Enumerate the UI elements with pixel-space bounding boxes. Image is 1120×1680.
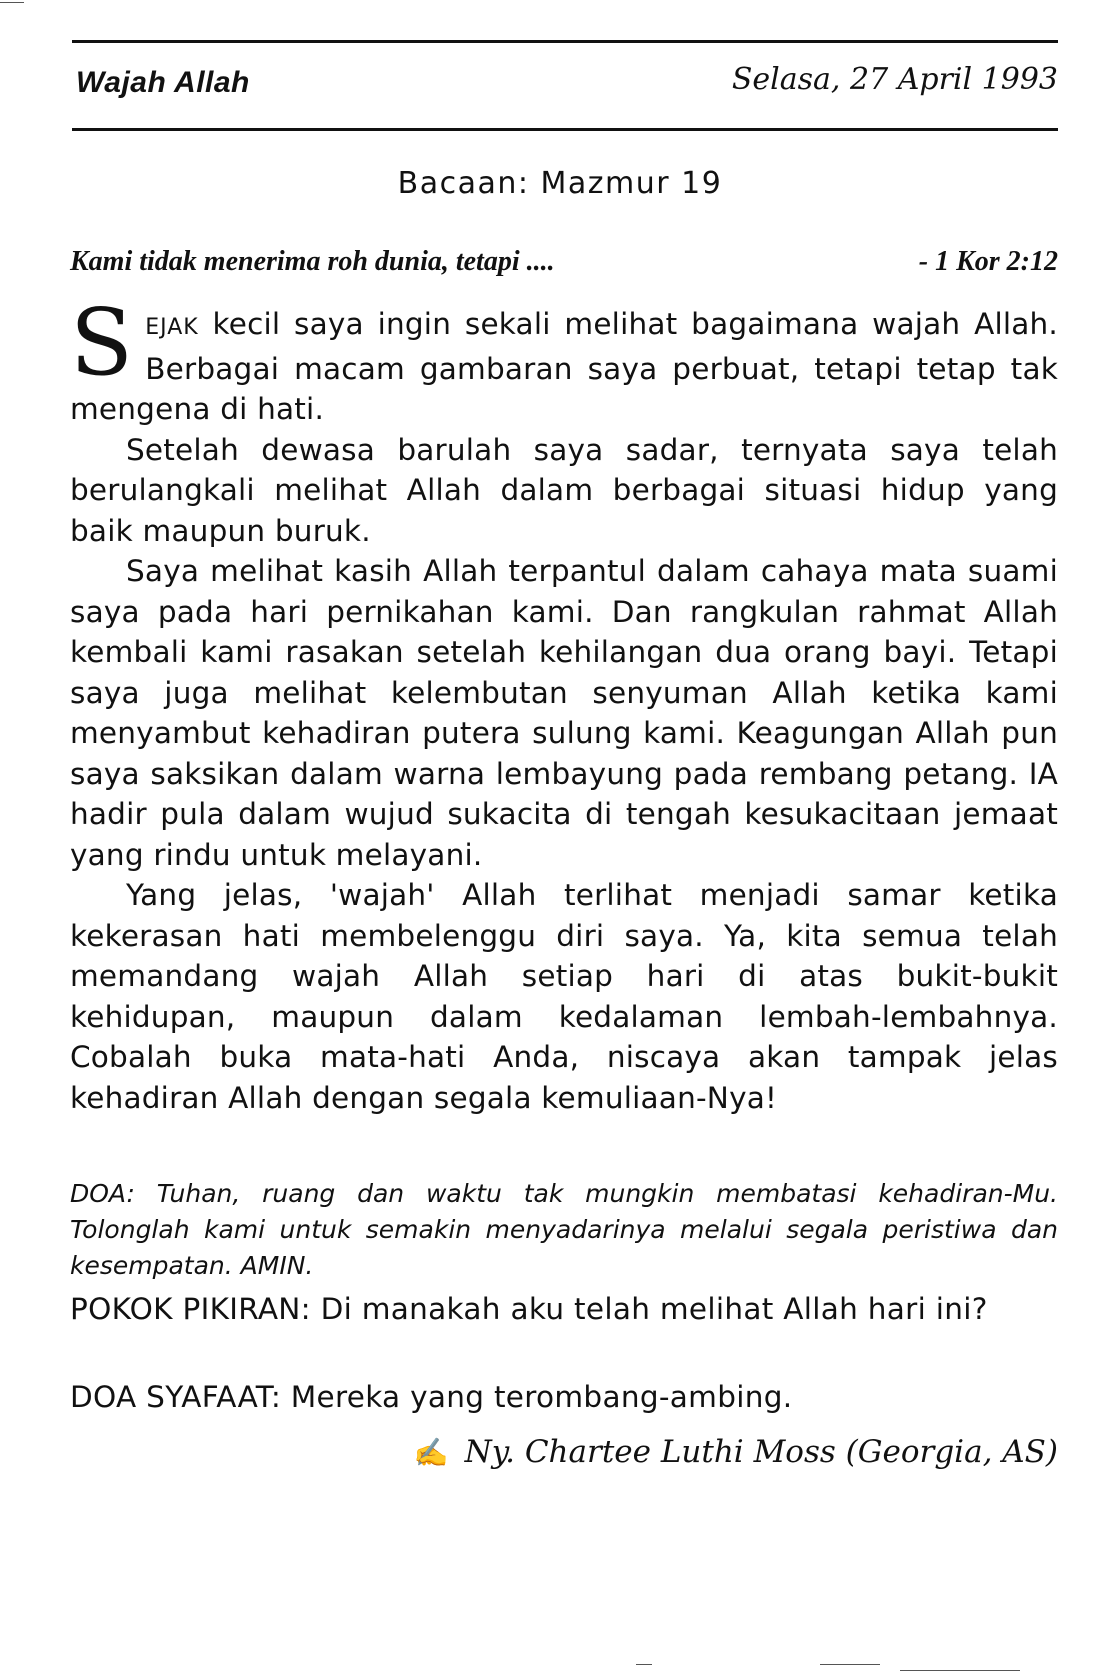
reading-reference: Bacaan: Mazmur 19: [397, 166, 723, 201]
author-signature: [414, 1434, 1058, 1470]
scan-artifact-bottom-3: [900, 1670, 1020, 1671]
prayer-text: DOA: Tuhan, ruang dan waktu tak mungkin membatasi kehadiran-Mu. Tolonglah kami untuk semakin menyadarinya melalui segala peristiwa dan kesempatan. AMIN.: [70, 1179, 1058, 1280]
page-date: Selasa, 27 April 1993: [731, 62, 1058, 97]
paragraph-4: Yang jelas, 'wajah' Allah terlihat menjadi samar ketika kekerasan hati membelenggu diri saya. Ya, kita semua telah memandang wajah Allah setiap hari di atas bukit-bukit kehidupan, maupun dalam kedalaman lembah-lembahnya. Cobalah buka mata-hati Anda, niscaya akan tampak jelas kehadiran Allah dengan segala kemuliaan-Nya!: [70, 878, 1058, 1115]
key-verse-ref: - 1 Kor 2:12: [918, 246, 1058, 277]
key-verse-text: Kami tidak menerima roh dunia, tetapi ....: [70, 246, 555, 277]
scan-artifact-bottom-2: [820, 1664, 880, 1665]
header-rule-top: [72, 40, 1058, 43]
scan-artifact-top: [0, 2, 24, 3]
devotional-body: [70, 289, 1058, 1118]
pen-hand-icon: ✍: [413, 1435, 449, 1469]
dropcap-smallcaps: EJAK: [145, 315, 199, 340]
scan-artifact-bottom-1: [636, 1664, 652, 1665]
paragraph-1-text: kecil saya ingin sekali melihat bagaimana wajah Allah. Berbagai macam gambaran saya perbuat, tetapi tetap tak mengena di hati.: [70, 307, 1058, 426]
key-verse: [70, 246, 1058, 278]
dropcap-letter: S: [70, 289, 134, 396]
paragraph-2: Setelah dewasa barulah saya sadar, ternyata saya telah berulangkali melihat Allah dalam berbagai situasi hidup yang baik maupun buruk.: [70, 432, 1058, 548]
key-thought: POKOK PIKIRAN: Di manakah aku telah melihat Allah hari ini?: [70, 1292, 988, 1326]
header-rule-bottom: [72, 128, 1058, 131]
page-title: Wajah Allah: [76, 66, 250, 99]
intercession-prayer: DOA SYAFAAT: Mereka yang terombang-ambing.: [70, 1380, 793, 1414]
author-name: Ny. Chartee Luthi Moss (Georgia, AS): [464, 1434, 1058, 1470]
paragraph-1: [70, 289, 1058, 430]
paragraph-3: Saya melihat kasih Allah terpantul dalam cahaya mata suami saya pada hari pernikahan kami. Dan rangkulan rahmat Allah kembali kami rasakan setelah kehilangan dua orang bayi. Tetapi saya juga melihat kelembutan senyuman Allah ketika kami menyambut kehadiran putera sulung kami. Keagungan Allah pun saya saksikan dalam warna lembayung pada rembang petang. IA hadir pula dalam wujud sukacita di tengah kesukacitaan jemaat yang rindu untuk melayani.: [70, 554, 1058, 872]
